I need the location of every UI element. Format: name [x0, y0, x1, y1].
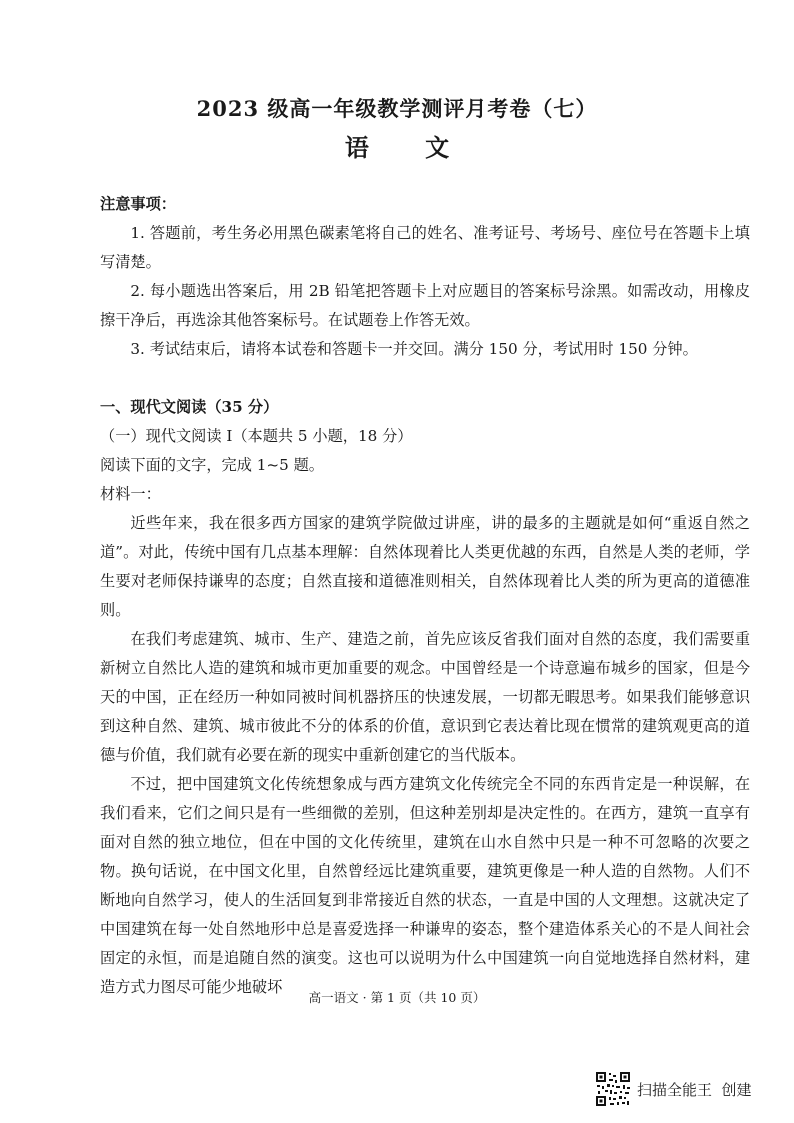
passage-paragraph: 近些年来，我在很多西方国家的建筑学院做过讲座，讲的最多的主题就是如何“重返自然之道”。对此，传统中国有几点基本理解：自然体现着比人类更优越的东西，自然是人类的老师，学生要对老师保持谦卑的态度；自然直接和道德准则相关，自然体现着比人类的所为更高的道德准则。	[100, 514, 750, 619]
page-footer: 高一语文 · 第 1 页（共 10 页）	[308, 990, 486, 1005]
section-heading: 一、现代文阅读（35 分）	[100, 398, 279, 416]
notice-heading: 注意事项：	[100, 195, 176, 213]
notice-item: 2. 每小题选出答案后，用 2B 铅笔把答题卡上对应题目的答案标号涂黑。如需改动，用橡皮擦干净后，再选涂其他答案标号。在试题卷上作答无效。	[100, 282, 751, 329]
scanner-watermark	[595, 1070, 752, 1108]
qr-code-icon	[595, 1071, 631, 1107]
subject-title: 语 文	[344, 133, 474, 162]
subsection-heading: （一）现代文阅读 I（本题共 5 小题，18 分）	[100, 427, 413, 445]
notice-item: 1. 答题前，考生务必用黑色碳素笔将自己的姓名、准考证号、考场号、座位号在答题卡上填写清楚。	[100, 224, 750, 271]
page-content	[100, 190, 750, 1002]
exam-title: 2023 级高一年级教学测评月考卷（七）	[196, 96, 598, 121]
reading-instruction: 阅读下面的文字，完成 1~5 题。	[100, 456, 324, 474]
material-label: 材料一：	[100, 485, 161, 503]
passage-paragraph: 不过，把中国建筑文化传统想象成与西方建筑文化传统完全不同的东西肯定是一种误解，在我们看来，它们之间只是有一些细微的差别，但这种差别却是决定性的。在西方，建筑一直享有面对自然的独立地位，但在中国的文化传统里，建筑在山水自然中只是一种不可忽略的次要之物。换句话说，在中国文化里，自然曾经远比建筑重要，建筑更像是一种人造的自然物。人们不断地向自然学习，使人的生活回复到非常接近自然的状态，一直是中国的人文理想。这就决定了中国建筑在每一处自然地形中总是喜爱选择一种谦卑的姿态，整个建造体系关心的不是人间社会固定的永恒，而是追随自然的演变。这也可以说明为什么中国建筑一向自觉地选择自然材料，建造方式力图尽可能少地破坏	[100, 775, 750, 996]
passage-paragraph: 在我们考虑建筑、城市、生产、建造之前，首先应该反省我们面对自然的态度，我们需要重新树立自然比人造的建筑和城市更加重要的观念。中国曾经是一个诗意遍布城乡的国家，但是今天的中国，正在经历一种如同被时间机器挤压的快速发展，一切都无暇思考。如果我们能够意识到这种自然、建筑、城市彼此不分的体系的价值，意识到它表达着比现在惯常的建筑观更高的道德与价值，我们就有必要在新的现实中重新创建它的当代版本。	[100, 630, 750, 764]
notice-item: 3. 考试结束后，请将本试卷和答题卡一并交回。满分 150 分，考试用时 150 分钟。	[130, 340, 698, 358]
scanner-watermark-label: 扫描全能王 创建	[637, 1080, 752, 1099]
